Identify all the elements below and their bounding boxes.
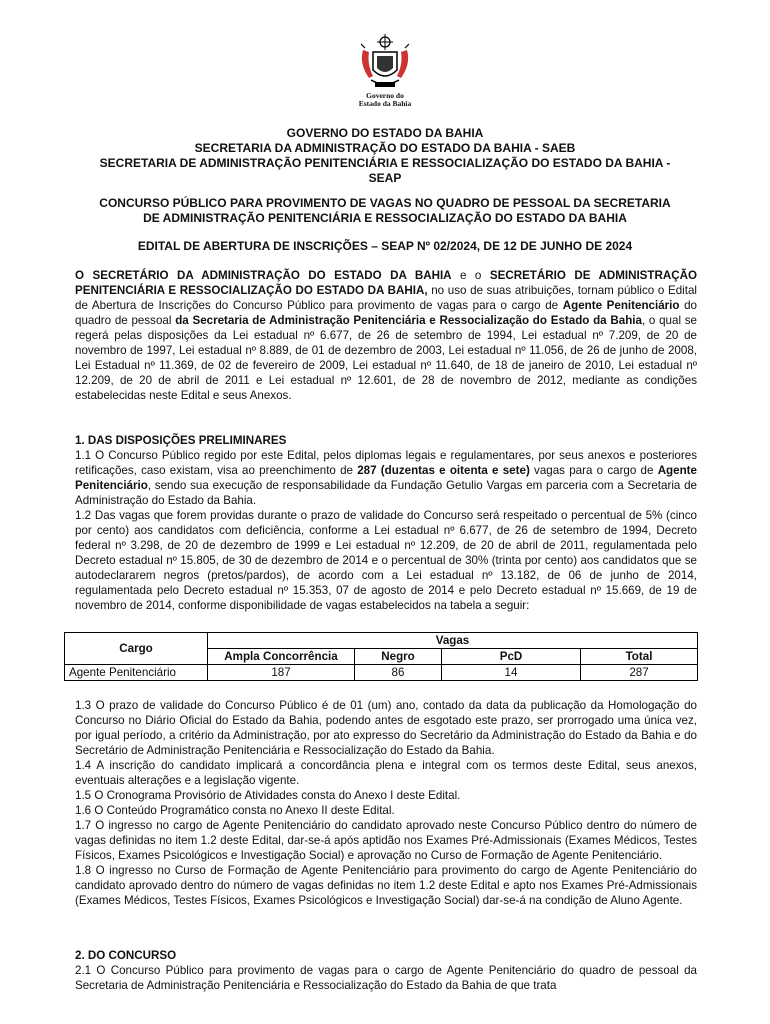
- table-cell-total: 287: [581, 665, 698, 681]
- table-header-pcd: PcD: [442, 649, 581, 665]
- paragraph-1-5: 1.5 O Cronograma Provisório de Atividades consta do Anexo I deste Edital.: [75, 789, 461, 802]
- section-1: [75, 433, 697, 613]
- table-header-total: Total: [581, 649, 698, 665]
- section-2-title: 2. DO CONCURSO: [75, 949, 177, 962]
- intro-text-4: , o qual se regerá pelas disposições da Lei estadual nº 6.677, de 26 de setembro de 1994, Lei estadual nº 7.209, de 20 de novembro de 1997, Lei estadual nº 8.889, de 01 de dezembro de 2003, Lei estadual nº 11.056, de 26 de junho de 2008, Lei Estadual nº 11.369, de 02 de fevereiro de 2009, Lei estadual nº 11.640, de 18 de janeiro de 2010, Lei estadual nº 12.209, de 20 de abril de 2011 e Lei estadual nº 12.601, de 28 de novembro de 2012, mediante as condições estabelecidas neste Edital e seus Anexos.: [75, 314, 698, 402]
- paragraph-1-7: 1.7 O ingresso no cargo de Agente Penitenciário do candidato aprovado neste Concurso Público dentro do número de vagas definidas no item 1.2 deste Edital, dar-se-á após aptidão nos Exames Pré-Admissionais (Exames Médicos, Testes Físicos, Exames Psicológicos e Investigação Social) e aprovação no Curso de Formação de Agente Penitenciário.: [75, 819, 697, 862]
- header-line-3: SECRETARIA DE ADMINISTRAÇÃO PENITENCIÁRIA E RESSOCIALIZAÇÃO DO ESTADO DA BAHIA -: [99, 156, 671, 170]
- intro-bold-1: O SECRETÁRIO DA ADMINISTRAÇÃO DO ESTADO DA BAHIA: [75, 269, 452, 282]
- logo-line-2: Estado da Bahia: [358, 99, 412, 108]
- section-2: [75, 948, 697, 993]
- header-line-2: SECRETARIA DA ADMINISTRAÇÃO DO ESTADO DA BAHIA - SAEB: [194, 141, 576, 155]
- intro-text-3: do quadro de pessoal: [75, 299, 697, 327]
- intro-bold-2: SECRETÁRIO DE ADMINISTRAÇÃO PENITENCIÁRIA E RESSOCIALIZAÇÃO DO ESTADO DA BAHIA,: [75, 269, 698, 297]
- table-cell-cargo: Agente Penitenciário: [65, 665, 208, 681]
- concurso-title-line-2: DE ADMINISTRAÇÃO PENITENCIÁRIA E RESSOCIALIZAÇÃO DO ESTADO DA BAHIA: [143, 211, 627, 225]
- table-cell-pcd: 14: [442, 665, 581, 681]
- intro-text-2: no uso de suas atribuições, tornam público o Edital de Abertura de Inscrições do Concurso Público para provimento de vagas para o cargo de: [75, 284, 697, 312]
- header-line-1: GOVERNO DO ESTADO DA BAHIA: [286, 126, 484, 140]
- state-logo: [350, 34, 420, 112]
- intro-paragraph: [75, 268, 697, 403]
- paragraph-1-6: 1.6 O Conteúdo Programático consta no Anexo II deste Edital.: [75, 804, 395, 817]
- coat-of-arms-icon: [355, 34, 415, 92]
- paragraph-1-2: 1.2 Das vagas que forem providas durante o prazo de validade do Concurso será respeitado o percentual de 5% (cinco por cento) aos candidatos com deficiência, conforme a Lei estadual nº 6.677, de 26 de setembro de 1994, Decreto federal nº 3.298, de 20 de dezembro de 1999 e Lei estadual nº 12.209, de 20 de abril de 2011, regulamentada pelo Decreto estadual nº 15.805, de 30 de dezembro de 2014 e o percentual de 30% (trinta por cento) aos candidatos que se autodeclararem negros (pretos/pardos), de acordo com a Lei estadual nº 13.182, de 06 de junho de 2014, regulamentada pelo Decreto estadual nº 15.353, 07 de agosto de 2014 e pelo Decreto estadual nº 15.669, de 19 de novembro de 2014, conforme disponibilidade de vagas estabelecidos na tabela a seguir:: [75, 509, 697, 612]
- table-header-ampla: Ampla Concorrência: [208, 649, 355, 665]
- header-block: [60, 126, 710, 186]
- intro-text-1: e o: [451, 269, 490, 282]
- vagas-table: [64, 632, 698, 681]
- table-header-cargo: Cargo: [65, 633, 208, 665]
- intro-bold-3: Agente Penitenciário: [562, 299, 680, 312]
- table-header-negro: Negro: [355, 649, 442, 665]
- concurso-title-line-1: CONCURSO PÚBLICO PARA PROVIMENTO DE VAGAS NO QUADRO DE PESSOAL DA SECRETARIA: [99, 196, 671, 210]
- section-1-title: 1. DAS DISPOSIÇÕES PRELIMINARES: [75, 434, 287, 447]
- table-cell-ampla: 187: [208, 665, 355, 681]
- edital-title-text: EDITAL DE ABERTURA DE INSCRIÇÕES – SEAP Nº 02/2024, DE 12 DE JUNHO DE 2024: [137, 239, 633, 253]
- paragraph-1-4: 1.4 A inscrição do candidato implicará a concordância plena e integral com os termos deste Edital, seus anexos, eventuais alterações e a legislação vigente.: [75, 759, 697, 787]
- paragraph-2-1: 2.1 O Concurso Público para provimento de vagas para o cargo de Agente Penitenciário do quadro de pessoal da Secretaria de Administração Penitenciária e Ressocialização do Estado da Bahia de que trata: [75, 964, 697, 992]
- section-1-continued: [75, 698, 697, 908]
- table-header-vagas: Vagas: [208, 633, 698, 649]
- edital-title: [60, 239, 710, 254]
- paragraph-1-3: 1.3 O prazo de validade do Concurso Público é de 01 (um) ano, contado da data da publicação da Homologação do Concurso no Diário Oficial do Estado da Bahia, podendo antes de esgotado este prazo, ser prorrogado uma única vez, por igual período, a critério da Administração, por ato expresso do Secretário da Administração do Estado da Bahia e do Secretário de Administração Penitenciária e Ressocialização do Estado da Bahia.: [75, 699, 697, 757]
- intro-bold-4: da Secretaria de Administração Penitenciária e Ressocialização do Estado da Bahia: [175, 314, 642, 327]
- table-cell-negro: 86: [355, 665, 442, 681]
- table-row: [65, 665, 698, 681]
- paragraph-1-1: 1.1 O Concurso Público regido por este Edital, pelos diplomas legais e regulamentares, por seus anexos e posteriores retificações, caso existam, visa ao preenchimento de 287 (duzentas e oitenta e sete) vagas para o cargo de Agente Penitenciário, sendo sua execução de responsabilidade da Fundação Getulio Vargas em parceria com a Secretaria de Administração do Estado da Bahia.: [75, 449, 697, 507]
- concurso-title: [60, 196, 710, 226]
- logo-line-1: Governo do: [366, 91, 404, 100]
- paragraph-1-8: 1.8 O ingresso no Curso de Formação de Agente Penitenciário para provimento do cargo de Agente Penitenciário do candidato aprovado dentro do número de vagas definidas no item 1.2 deste Edital e apto nos Exames Pré-Admissionais (Exames Médicos, Testes Físicos, Exames Psicológicos e Investigação Social) dar-se-á na condição de Aluno Agente.: [75, 864, 697, 907]
- header-line-4: SEAP: [368, 171, 402, 185]
